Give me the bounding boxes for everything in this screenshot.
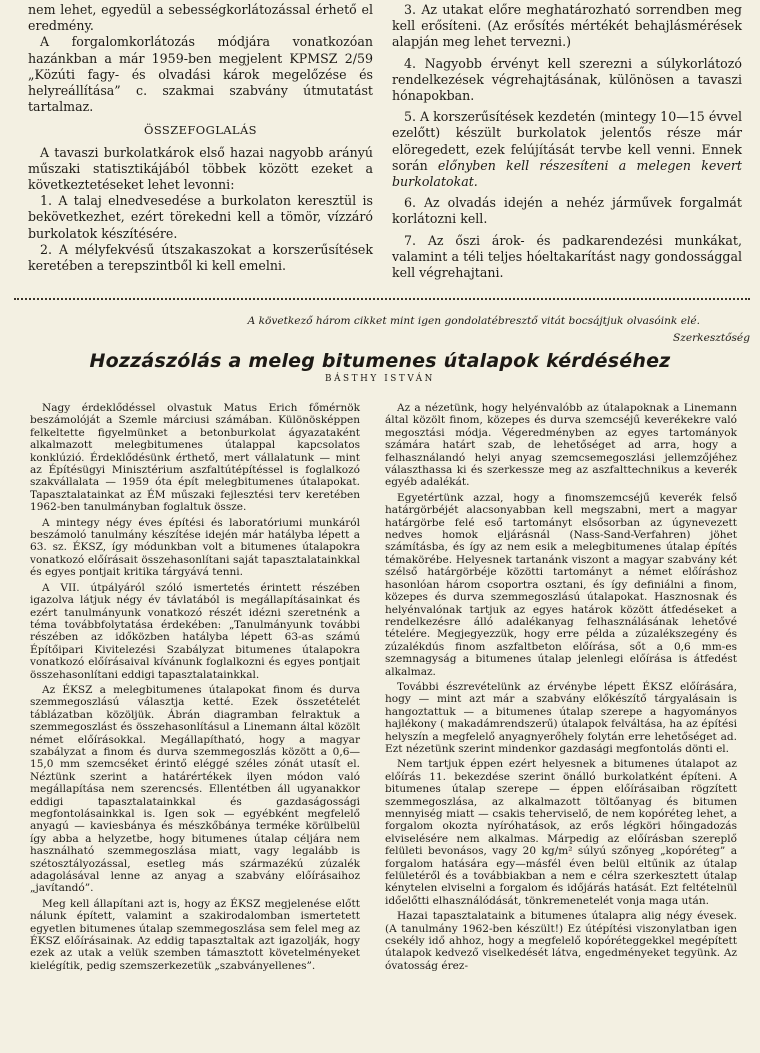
paragraph: 6. Az olvadás idején a nehéz járművek forgalmát korlátozni kell. xyxy=(392,195,742,227)
article-right-column xyxy=(385,402,737,975)
intro-note: A következő három cikket mint igen gondolatébresztő vitát bocsájtjuk olvasóink elé. xyxy=(247,315,700,327)
paragraph: Az a nézetünk, hogy helyénvalóbb az útalapoknak a Linemann által közölt finom, közepes és durva szemcséjű keverékekre való megosztási módja. Végeredményben az egyes tartományok számára határt szab, de lehetőséget ad arra, hogy a felhasználandó helyi anyag szemcsemegoszlási jellemzőjéhez választhassa ki és szerkessze meg az aszfalttechnikus a keverék egyéb adalékát. xyxy=(385,402,737,489)
paragraph: Nem tartjuk éppen ezért helyesnek a bitumenes útalapot az előírás 11. bekezdése szerint önálló burkolatként építeni. A bitumenes útalap szerepe — éppen előírásaiban rögzített szemmegoszlása, az alkalmazott töltőanyag és bitumen mennyiség miatt — csakis teherviselő, de nem kopóréteg lehet, a forgalom okozta nyíróhatások, az erős légköri hőingadozás elviselésére nem alkalmas. Márpedig az előírásban szereplő felületi bevonásos, vagy 20 kg/m² súlyú szőnyeg „kopóréteg” a forgalom hatására egy—másfél éven belül eltűnik az útalap felületéről és a továbbiakban a nem e célra szerkesztett útalap kénytelen elviselni a forgalom és időjárás hatását. Ezt feltételnül időelőtti elhasználódását, tönkremenetelét vonja maga után. xyxy=(385,758,737,907)
paragraph: 2. A mélyfekvésű útszakaszokat a korszerűsítések keretében a terepszintből ki kell emelni. xyxy=(28,241,373,274)
paragraph: 7. Az őszi árok- és padkarendezési munkákat, valamint a téli teljes hóeltakarítást nagy gondossággal kell végrehajtani. xyxy=(392,232,742,281)
paragraph: A mintegy négy éves építési és laboratóriumi munkáról beszámoló tanulmány készítése idején már hatályba lépett a 63. sz. ÉKSZ, így módunkban volt a bitumenes útalapokra vonatkozó előírásait összehasonlítani saját tapasztalatainkkal és egyes pontjait kritika tárgyává tenni. xyxy=(30,516,360,579)
paragraph: nem lehet, egyedül a sebességkorlátozással érhető el eredmény. xyxy=(28,2,373,34)
paragraph: Meg kell állapítani azt is, hogy az ÉKSZ megjelenése előtt nálunk épített, valamint a szakirodalomban ismertetett egyetlen bitumenes útalap szemmegoszlása sem felel meg az ÉKSZ előírásainak. Az eddig tapasztaltak azt igazolják, hogy ezek az utak a velük szemben támasztott követelményeket kielégítik, pedig szemszerkezetük „szabványellenes”. xyxy=(30,897,360,972)
paragraph: További észrevételünk az érvénybe lépett ÉKSZ előírására, hogy — mint azt már a szabvány előkészítő tárgyalásain is hangoztattuk — a bitumenes útalap szerepe a hagyományos hajlékony ( makadámrendszerű) útalapok felváltása, ha az építési helyszín a megfelelő anyagnyerőhely folytán erre lehetőséget ad. Ezt nézetünk szerint mindenkor gazdasági megfontolás dönti el. xyxy=(385,680,737,755)
paragraph-item-5 xyxy=(392,109,742,190)
paragraph: 3. Az utakat előre meghatározható sorrendben meg kell erősíteni. (Az erősítés mértékét behajlásmérések alapján meg lehet tervezni.) xyxy=(392,2,742,50)
paragraph: Hazai tapasztalataink a bitumenes útalapra alig négy évesek. (A tanulmány 1962-ben készült!) Ez útépítési viszonylatban igen csekély idő ahhoz, hogy a megfelelő kopóréteggekkel megépített útalapok kedvező viselkedését látva, engedményeket tegyünk. Az óvatosság érez- xyxy=(385,910,737,972)
paragraph: Egyetértünk azzal, hogy a finomszemcséjű keverék felső határgörbéjét alacsonyabban kell megszabni, mert a magyar határgörbe felé eső tartományt elsősorban az úgynevezett nedves homok eljárásnál (Nass-Sand-Verfahren) jöhet számításba, és így az nem esik a melegbitumenes útalap építés témakörébe. Helyesnek tartanánk viszont a magyar szabvány két szélső határgörbéje közötti tartományt a német előíráshoz hasonlóan három csoportra osztani, és így definiálni a finom, közepes és durva szemmegoszlású útalapokat. Hasznosnak és helyénvalónak tartjuk az egyes határok között átfedéseket a rendelkezésre álló adalékanyag felhasználásának lehetővé tételére. Megjegyezzük, hogy erre példa a zúzalékszegény és zúzalékdús finom aszfaltbeton előírása, sőt a 0,6 mm-es szemnagyság a bitumenes útalap jelenlegi előírása is átfedést alkalmaz. xyxy=(385,491,737,678)
section-divider xyxy=(14,298,750,300)
paragraph: A tavaszi burkolatkárok első hazai nagyobb arányú műszaki statisztikájából többek között ezeket a következtetéseket lehet levonni: xyxy=(28,144,373,193)
article-author: BÁSTHY ISTVÁN xyxy=(325,374,435,384)
article-left-column xyxy=(30,402,360,975)
editor-signature: Szerkesztőség xyxy=(672,332,750,344)
paragraph: A forgalomkorlátozás módjára vonatkozóan hazánkban a már 1959-ben megjelent KPMSZ 2/59 „Közúti fagy- és olvadási károk megelőzése és helyreállítása” c. szakmai szabvány útmutatást tartalmaz. xyxy=(28,34,373,115)
top-left-column xyxy=(28,2,373,274)
top-right-column xyxy=(392,2,742,286)
paragraph: 4. Nagyobb érvényt kell szerezni a súlykorlátozó rendelkezések végrehajtásának, különösen a tavaszi hónapokban. xyxy=(392,55,742,104)
paragraph: Nagy érdeklődéssel olvastuk Matus Erich főmérnök beszámolóját a Szemle márciusi számában. Különösképpen felkeltette figyelmünket a betonburkolat ágyazataként alkalmazott melegbitumenes útalappal kapcsolatos konklúzió. Érdeklődésünk érthető, mert vállalatunk — mint az Építésügyi Minisztérium aszfaltútépítéssel is foglalkozó szakvállalata — 1959 óta épít melegbitumenes útalapokat. Tapasztalatainkat az ÉM műszaki fejlesztési terv keretében 1962-ben tanulmányban foglaltuk össze. xyxy=(30,402,360,514)
summary-heading: ÖSSZEFOGLALÁS xyxy=(144,123,257,138)
item-5-emphasis: előnyben kell részesíteni a melegen kevert burkolatokat. xyxy=(392,157,742,190)
paragraph: Az ÉKSZ a melegbitumenes útalapokat finom és durva szemmegoszlású választja ketté. Ezek összetételét táblázatban közöljük. Ábrán diagramban felraktuk a szemmegoszlást és összehasonlításul a Linemann által közölt német előírásokkal. Megállapítható, hogy a magyar szabályzat a finom és durva szemmegoszlás között a 0,6—15,0 mm szemcséket érintő eléggé széles zónát utasít el. Néztünk szerint a határértékek ilyen módon való megállapítása nem szerencsés. Ellentétben áll ugyanakkor eddigi tapasztalatainkkal és gazdaságossági megfontolásainkkal is. Igen sok — egyébként megfelelő anyagú — kaviesbánya és mészkőbánya terméke körülbelül így abba a helyzetbe, hogy bitumenes útalap céljára nem használható szemmegoszlása miatt, vagy legalább is szétosztályozással, esetleg más származékú zúzalék adagolásával lenne az anyag a szabvány előírásaihoz „javítandó”. xyxy=(30,683,360,895)
item-5-text: 5. A korszerűsítések kezdetén (mintegy 10—15 évvel ezelőtt) készült burkolatok jelentős része már elöregedett, ezek felújítását tervbe kell venni. Ennek során xyxy=(392,109,742,173)
paragraph: A VII. útpályáról szóló ismertetés érintett részében igazolva látjuk négy év távlatából is megállapításainkat és ezért tanulmányunk vonatkozó részét idézni szeretnénk a téma továbbfolytatása érdekében: „Tanulmányunk további részében az időközben hatályba lépett 63-as számú Építőipari Kivitelezési Szabályzat bitumenes útalapokra vonatkozó előírásaival kívánunk foglalkozni és egyes pontjait összehasonlítani eddigi tapasztalatainkkal. xyxy=(30,581,360,681)
article-title: Hozzászólás a meleg bitumenes útalapok kérdéséhez xyxy=(89,350,671,372)
paragraph: 1. A talaj elnedvesedése a burkolaton keresztül is bekövetkezhet, ezért törekedni kell a tömör, vízzáró burkolatok készítésére. xyxy=(28,193,373,241)
